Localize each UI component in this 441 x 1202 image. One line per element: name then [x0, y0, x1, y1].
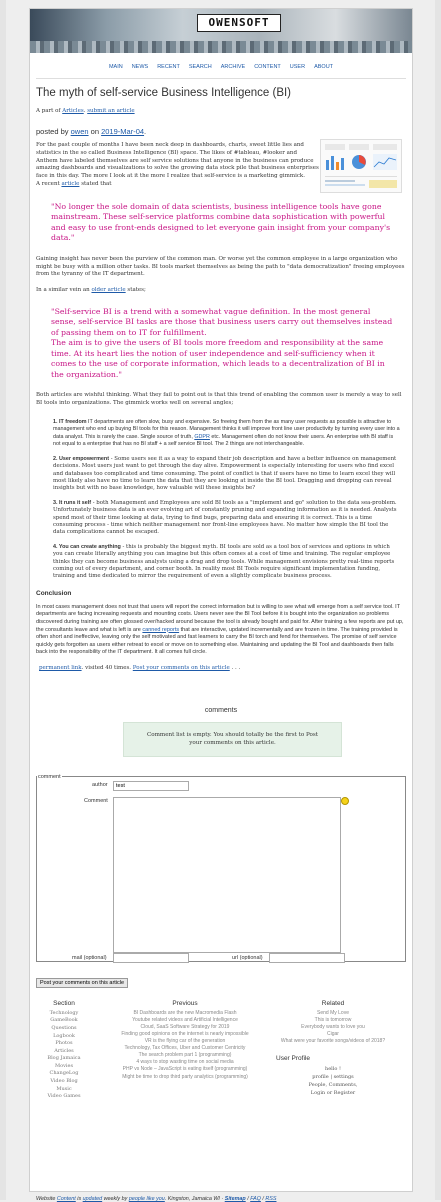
- smiley-icon[interactable]: [341, 797, 349, 805]
- related-heading: Related: [321, 999, 345, 1007]
- recent-article-link[interactable]: article: [61, 180, 80, 187]
- posted-prefix: posted by: [36, 127, 69, 136]
- hello-text: hello: [325, 1066, 338, 1073]
- comments-heading: comments: [204, 706, 238, 714]
- author-link[interactable]: owen: [70, 127, 89, 136]
- previous-item[interactable]: The search problem part 1 (programming): [138, 1052, 232, 1059]
- profile-settings-link[interactable]: profile | settings: [312, 1074, 354, 1081]
- footer-related-column: [274, 1000, 392, 1097]
- footer-previous-column: [98, 1000, 272, 1081]
- paragraph-2: Gaining insight has never been the purview of the common man. Or worse yet the common employee in a large organization who might be busy with a million other tasks. BI tools market themselves as being the path to "data democratization" freeing employees from the tyranny of the IT department.: [36, 255, 405, 278]
- previous-item[interactable]: Finding good opinions on the internet is nearly impossible: [121, 1031, 249, 1038]
- article-title: The myth of self-service Business Intelligence (BI): [36, 87, 292, 99]
- rss-link[interactable]: RSS: [265, 1195, 277, 1202]
- list-item-create-anything: 4. You can create anything - this is probably the biggest myth. BI tools are sold as a tool box of services and options in which you can create literally anything you can imagine but this often comes at a cost of time and training. The regular employee thinks they can become business analysts using a drag and drop tools. While management envisions pretty real-time reports coming out of every department, and corner booth. In reality most BI Tools require significant implementation funding, training and time dedicated to mirror the requirement of even a slightly complicate business process.: [53, 543, 395, 580]
- related-item[interactable]: This is tomorrow: [314, 1016, 352, 1023]
- related-item[interactable]: Everybody wants to love you: [301, 1023, 365, 1030]
- older-article-link[interactable]: older article: [91, 287, 126, 294]
- mail-input[interactable]: [113, 953, 189, 963]
- similar-article-line: In a similar vein an older article states;: [36, 287, 146, 294]
- banner-photo-strip: [30, 41, 412, 53]
- gdpr-link[interactable]: GDPR: [194, 433, 210, 440]
- site-logo[interactable]: OWENSOFT: [197, 14, 281, 32]
- articles-link[interactable]: Articles: [62, 108, 84, 114]
- people-like-you-link[interactable]: people like you: [128, 1195, 165, 1202]
- previous-item[interactable]: BI Dashboards are the new Macromedia Flash: [133, 1009, 237, 1016]
- quote-2-part-1: "Self-service BI is a trend with a somewhat vague definition. In the most general sense, self-service BI tasks are those that business users carry out themselves instead of passing them on to IT for fulfillment.: [51, 306, 393, 337]
- author-input[interactable]: [113, 781, 189, 791]
- section-item[interactable]: Technology: [49, 1009, 79, 1016]
- section-item[interactable]: Questions: [51, 1024, 77, 1031]
- permalink-line: permanent link. visited 40 times. Post your comments on this article . . .: [39, 664, 241, 671]
- section-item[interactable]: Video Blog: [50, 1078, 78, 1085]
- quote-2-part-2: The aim is to give the users of BI tools more freedom and responsibility at the same time. At its heart lies the notion of user independence and self-sufficiency when it comes to the use of corporate information, which leads to a decentralization of BI in the organization.": [51, 338, 385, 379]
- nav-user[interactable]: USER: [289, 64, 306, 70]
- previous-item[interactable]: VR is the flying car of the generation: [144, 1038, 226, 1045]
- ellipsis: . . .: [231, 664, 241, 671]
- section-item[interactable]: Logbook: [53, 1032, 75, 1039]
- empty-comments-notice: Comment list is empty. You should totally be the first to Post your comments on this article.: [123, 722, 342, 757]
- post-comments-link[interactable]: Post your comments on this article: [132, 664, 230, 671]
- comment-label: Comment: [84, 797, 108, 804]
- nav-archive[interactable]: ARCHIVE: [220, 64, 246, 70]
- site-bottom-line: Website Content is updated weekly by people like you. Kingston, Jamaica WI · Sitemap / FAQ / RSS: [36, 1195, 277, 1202]
- related-item[interactable]: Send My Love: [317, 1009, 349, 1016]
- intro-paragraph: For the past couple of months I have been neck deep in dashboards, charts, sweet little lies and statistics in the so called Business Intelligence (BI) space. The likes of #tableau, #looker and Anthem have labeled themselves are self service solutions that anyone in the business can produce amazing dashboards and visualizations to solve the growing data stock pile that business enterprises face in this day. The more I look at it the more I realize that self-service is a marketing gimmick.: [36, 142, 319, 180]
- user-profile-links: hello ! profile | settings People, Comments, Login or Register: [274, 1065, 392, 1097]
- related-item[interactable]: What were your favorite songs/videos of 2018?: [280, 1038, 386, 1045]
- faq-link[interactable]: FAQ: [250, 1195, 261, 1202]
- right-gutter: [435, 0, 441, 1200]
- previous-item[interactable]: Might be time to drop third party analytics (programming): [122, 1073, 248, 1080]
- section-item[interactable]: Photos: [55, 1040, 73, 1047]
- nav-search[interactable]: SEARCH: [188, 64, 212, 70]
- section-item[interactable]: Movies: [54, 1062, 74, 1069]
- posted-by-line: posted by owen on 2019-Mar-04.: [36, 127, 147, 136]
- footer-section-column: [42, 1000, 86, 1101]
- user-profile-heading: User Profile: [276, 1055, 310, 1063]
- dashboard-thumbnail-image: [320, 139, 402, 193]
- conclusion-heading: Conclusion: [36, 589, 72, 597]
- section-item[interactable]: Music: [56, 1085, 72, 1092]
- nav-content[interactable]: CONTENT: [254, 64, 281, 70]
- updated-link[interactable]: updated: [82, 1195, 103, 1202]
- section-item[interactable]: Blog Jamaica: [47, 1055, 81, 1062]
- comment-form: [36, 774, 406, 962]
- main-nav: [30, 53, 412, 78]
- recent-article-line: A recent article stated that: [36, 180, 112, 187]
- list-item-user-empowerment: 2. User empowerment - Some users see it as a way to expand their job description and have a better influence on management decisions. Most users just want to get through the day alive. Empowerment is especially interesting for users who find excel and databases too complicated and time consuming. The point of conflict is that if users have no time to learn excel they will most likely also have no time to learn the data that they are looking at inside the BI tool. Dragging and dropping can reveal insights but with no base knowledge, how valuable will these insights be?: [53, 455, 397, 492]
- submit-article-link[interactable]: submit an article: [87, 108, 135, 114]
- related-item[interactable]: Cigar: [327, 1031, 339, 1038]
- section-item[interactable]: GameBook: [50, 1017, 78, 1024]
- content-link[interactable]: Content: [56, 1195, 76, 1202]
- footer-columns: [36, 1000, 406, 1190]
- left-gutter: [0, 0, 6, 1200]
- nav-recent[interactable]: RECENT: [157, 64, 180, 70]
- previous-item[interactable]: Cloud, SaaS Software Strategy for 2019: [140, 1023, 230, 1030]
- nav-divider: [36, 78, 406, 79]
- section-item[interactable]: Video Games: [47, 1093, 81, 1100]
- sitemap-link[interactable]: Sitemap: [224, 1195, 246, 1202]
- list-item-runs-itself: 3. It runs it self - both Management and Employees are sold BI tools as a "implement and go" solution to the data sea-problem. Unfortunately business data is an ever evolving art of constantly pruning and expanding information as it is needed. Analysts spend most of their time looking at data, trying to find bugs, preparing data and ensuring it is correct. This is a time consuming process - time which neither management nor front-line employees have. No matter how simple the BI tool the data complications cannot be escaped.: [53, 499, 397, 536]
- part-of-line: A part of Articles. submit an article: [36, 108, 135, 114]
- previous-item[interactable]: 4 ways to stop wasting time on social media: [136, 1059, 234, 1066]
- header-banner: [30, 9, 412, 53]
- nav-news[interactable]: NEWS: [131, 64, 149, 70]
- paragraph-3: Both articles are wishful thinking. What they fail to point out is that this trend of enabling the common user is merely a way to sell BI tools into organizations. The gimmick works well on several angles;: [36, 392, 402, 407]
- post-comment-button[interactable]: Post your comments on this article: [36, 978, 128, 988]
- post-date-link[interactable]: 2019-Mar-04: [101, 127, 145, 136]
- previous-heading: Previous: [172, 999, 198, 1007]
- conclusion-paragraph: In most cases management does not trust that users will report the correct information but is willing to see what will emerge from a self service tool. IT departments are facing increasing requests and mounting costs. Users never see the BI Tool before it is bought into the organization so problems discovered during training are often glossed over/hacked around because the tool is already bought and paid for. After training a few reports are put up, the consultants leave and what is left is are canned reports that are interactive, updated incrementally and are frozen in time. The training provided is often short and ineffective, leaving only the self motivated and fast learners to carry the BI torch and fend for themselves. The promise of self service quickly gets forgotten as users either retreat to excel or move on to something else. Maintaining and updating the BI Tool and dashboards then falls back into the responsibility of the IT department. It all comes full circle.: [36, 603, 404, 656]
- nav-main[interactable]: MAIN: [108, 64, 123, 70]
- page-container: [29, 8, 413, 1202]
- comment-form-legend: comment: [38, 773, 61, 780]
- previous-list: [98, 1010, 272, 1081]
- quote-block-2: [51, 307, 396, 381]
- comment-textarea[interactable]: [113, 797, 341, 953]
- section-item[interactable]: ChangeLog: [49, 1070, 79, 1077]
- mail-label: mail (optional): [72, 954, 107, 961]
- login-link[interactable]: Login: [310, 1090, 326, 1097]
- permanent-link[interactable]: permanent link: [39, 664, 82, 671]
- author-label: author: [92, 781, 108, 788]
- part-of-prefix: A part of: [36, 108, 61, 114]
- url-input[interactable]: [269, 953, 345, 963]
- related-list: [274, 1010, 392, 1045]
- section-list: [42, 1010, 86, 1101]
- section-item[interactable]: Articles: [54, 1047, 74, 1054]
- url-label: url (optional): [232, 954, 263, 961]
- register-link[interactable]: Register: [333, 1090, 356, 1097]
- article-content: [36, 87, 406, 1202]
- previous-item[interactable]: PHP vs Node – JavaScript is eating itself (programming): [122, 1066, 248, 1073]
- section-heading: Section: [53, 999, 75, 1007]
- people-comments-link[interactable]: People, Comments,: [308, 1082, 358, 1089]
- list-item-it-freedom: 1. IT freedom IT departments are often slow, busy and expensive. So freeing them from the as many user requests as possible is attractive to management who end up buying BI tools for this reason. Management thinks it will improve front line user productivity by turning every user into a data analyst. This is rarely the case. Single source of truth, GDPR etc. Management often do not know their users. An enterprise with BI staff is not equal to a enterprise that has no BI staff + a self service BI tool. The 2 things are not interchangeable.: [53, 419, 400, 448]
- nav-about[interactable]: ABOUT: [314, 64, 334, 70]
- previous-item[interactable]: Youtube related videos and Artificial Intelligence: [132, 1016, 238, 1023]
- canned-reports-link[interactable]: canned reports: [142, 626, 180, 633]
- quote-block-1: "No longer the sole domain of data scientists, business intelligence tools have gone mainstream. These self-service platforms combine data sophistication with powerful and easy to use front-ends designed to let everyone gain insight from your company's data.": [51, 201, 391, 243]
- previous-item[interactable]: Technology, Tax Offices, Uber and Customer Centricity: [124, 1045, 246, 1052]
- posted-on: on: [90, 127, 99, 136]
